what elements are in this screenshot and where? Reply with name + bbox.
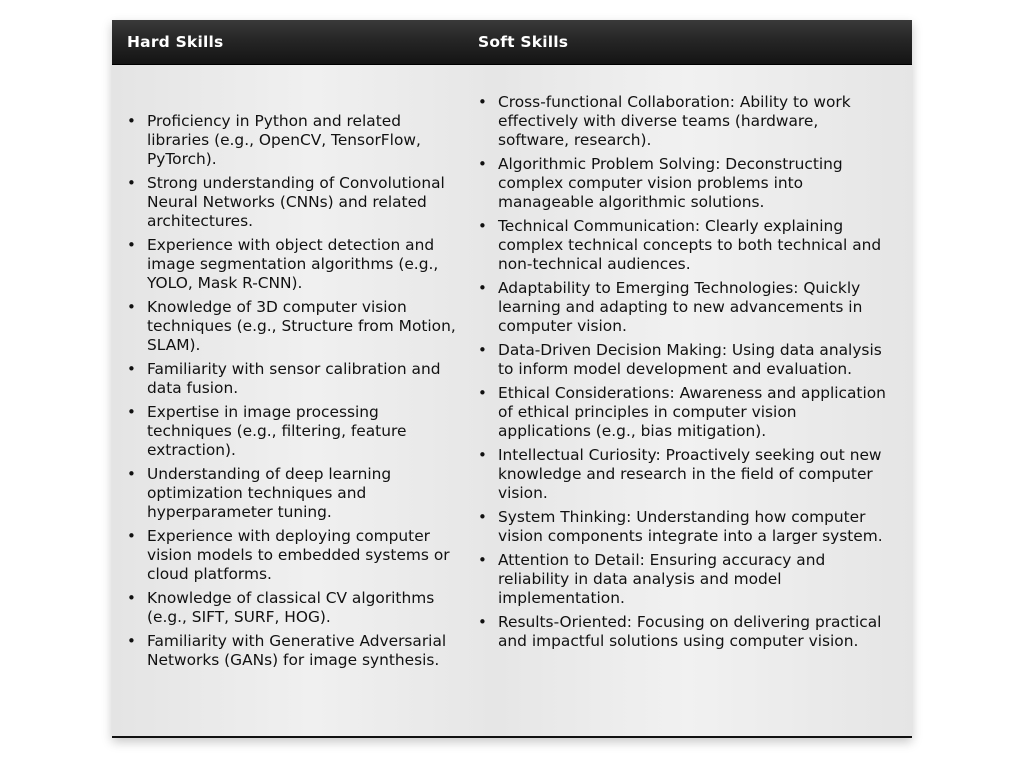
list-item: • Results-Oriented: Focusing on delivering practical and impactful solutions using computer vision. [498,613,886,651]
list-item: • System Thinking: Understanding how computer vision components integrate into a larger system. [498,508,886,546]
list-item: • Strong understanding of Convolutional Neural Networks (CNNs) and related architectures. [147,174,457,231]
list-item: • Knowledge of classical CV algorithms (e.g., SIFT, SURF, HOG). [147,589,457,627]
list-item: • Expertise in image processing techniques (e.g., filtering, feature extraction). [147,403,457,460]
list-item: • Familiarity with sensor calibration and data fusion. [147,360,457,398]
list-item: • Experience with object detection and image segmentation algorithms (e.g., YOLO, Mask R-CNN). [147,236,457,293]
soft-skills-header: Soft Skills [478,33,569,51]
hard-skills-list [127,112,457,670]
list-item: • Ethical Considerations: Awareness and application of ethical principles in computer vision applications (e.g., bias mitigation). [498,384,886,441]
soft-skills-column [478,93,886,656]
list-item: • Understanding of deep learning optimization techniques and hyperparameter tuning. [147,465,457,522]
list-item: • Technical Communication: Clearly explaining complex technical concepts to both technical and non-technical audiences. [498,217,886,274]
list-item: • Intellectual Curiosity: Proactively seeking out new knowledge and research in the field of computer vision. [498,446,886,503]
list-item: • Experience with deploying computer vision models to embedded systems or cloud platforms. [147,527,457,584]
list-item: • Algorithmic Problem Solving: Deconstructing complex computer vision problems into manageable algorithmic solutions. [498,155,886,212]
list-item: • Adaptability to Emerging Technologies: Quickly learning and adapting to new advancements in computer vision. [498,279,886,336]
list-item: • Data-Driven Decision Making: Using data analysis to inform model development and evaluation. [498,341,886,379]
list-item: • Familiarity with Generative Adversarial Networks (GANs) for image synthesis. [147,632,457,670]
soft-skills-list [478,93,886,651]
list-item: • Proficiency in Python and related libraries (e.g., OpenCV, TensorFlow, PyTorch). [147,112,457,169]
hard-skills-column [127,112,457,675]
list-item: • Knowledge of 3D computer vision techniques (e.g., Structure from Motion, SLAM). [147,298,457,355]
skills-table [112,20,912,738]
hard-skills-header: Hard Skills [127,33,224,51]
list-item: • Cross-functional Collaboration: Ability to work effectively with diverse teams (hardware, software, research). [498,93,886,150]
list-item: • Attention to Detail: Ensuring accuracy and reliability in data analysis and model implementation. [498,551,886,608]
table-header [112,20,912,65]
